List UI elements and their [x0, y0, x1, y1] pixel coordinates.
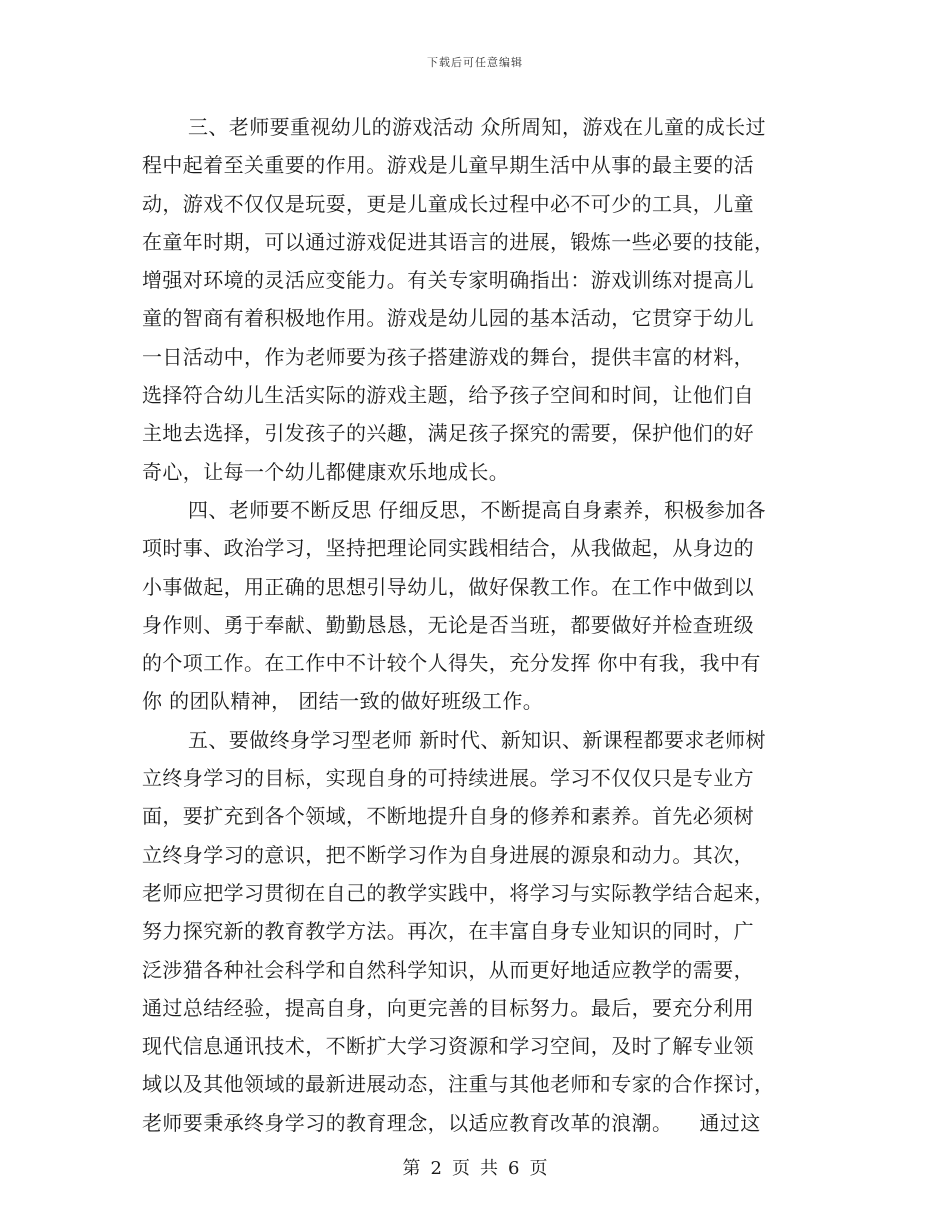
paragraph-line: 身作则、勇于奉献、勤勤恳恳，无论是否当班，都要做好并检查班级: [142, 612, 754, 637]
total-page-count: 6: [508, 1158, 520, 1179]
footer-page-word: 页: [452, 1158, 470, 1179]
paragraph-line: 增强对环境的灵活应变能力。有关专家明确指出：游戏训练对提高儿: [142, 268, 754, 293]
paragraph-line: 三、老师要重视幼儿的游戏活动 众所周知，游戏在儿童的成长过: [188, 115, 766, 139]
paragraph-line: 面，要扩充到各个领域，不断地提升自身的修养和素养。首先必须树: [142, 804, 754, 829]
paragraph-line: 你 的团队精神， 团结一致的做好班级工作。: [142, 689, 544, 714]
paragraph-line: 泛涉猎各种社会科学和自然科学知识，从而更好地适应教学的需要，: [142, 957, 754, 982]
paragraph-line: 立终身学习的意识，把不断学习作为自身进展的源泉和动力。其次，: [142, 842, 754, 867]
paragraph-line: 在童年时期，可以通过游戏促进其语言的进展，锻炼一些必要的技能，: [142, 229, 775, 254]
paragraph-line: 努力探究新的教育教学方法。再次，在丰富自身专业知识的同时，广: [142, 919, 754, 944]
paragraph-line: 的个项工作。在工作中不计较个人得失，充分发挥 你中有我，我中有: [142, 651, 761, 676]
footer-suffix: 页: [529, 1158, 548, 1179]
page-header: 下载后可任意编辑: [427, 56, 523, 69]
paragraph-line: 老师要秉承终身学习的教育理念，以适应教育改革的浪潮。 通过这: [142, 1110, 761, 1135]
paragraph-line: 通过总结经验，提高自身，向更完善的目标努力。最后，要充分利用: [142, 995, 754, 1020]
current-page-number: 2: [430, 1158, 442, 1179]
footer-prefix: 第: [402, 1158, 421, 1179]
paragraph-line: 小事做起，用正确的思想引导幼儿，做好保教工作。在工作中做到以: [142, 574, 754, 599]
document-body: [142, 108, 806, 1142]
paragraph-line: 立终身学习的目标，实现自身的可持续进展。学习不仅仅只是专业方: [142, 766, 754, 791]
paragraph-line: 主地去选择，引发孩子的兴趣，满足孩子探究的需要，保护他们的好: [142, 421, 754, 446]
paragraph-line: 选择符合幼儿生活实际的游戏主题，给予孩子空间和时间，让他们自: [142, 383, 754, 408]
footer-total-word: 共: [480, 1158, 498, 1179]
paragraph-line: 现代信息通讯技术，不断扩大学习资源和学习空间，及时了解专业领: [142, 1034, 754, 1059]
paragraph-line: 五、要做终身学习型老师 新时代、新知识、新课程都要求老师树: [188, 727, 766, 752]
paragraph-line: 动，游戏不仅仅是玩耍，更是儿童成长过程中必不可少的工具，儿童: [142, 191, 754, 216]
paragraph-line: 老师应把学习贯彻在自己的教学实践中，将学习与实际教学结合起来，: [142, 880, 775, 905]
paragraph-line: 项时事、政治学习，坚持把理论同实践相结合，从我做起，从身边的: [142, 536, 754, 561]
paragraph-line: 童的智商有着积极地作用。游戏是幼儿园的基本活动，它贯穿于幼儿: [142, 306, 754, 331]
paragraph-line: 奇心，让每一个幼儿都健康欢乐地成长。: [142, 459, 510, 484]
page-number-footer: [0, 1154, 950, 1180]
paragraph-line: 四、老师要不断反思 仔细反思，不断提高自身素养，积极参加各: [188, 497, 766, 522]
paragraph-line: 程中起着至关重要的作用。游戏是儿童早期生活中从事的最主要的活: [142, 153, 754, 178]
paragraph-line: 域以及其他领域的最新进展动态，注重与其他老师和专家的合作探讨，: [142, 1072, 775, 1097]
paragraph-line: 一日活动中，作为老师要为孩子搭建游戏的舞台，提供丰富的材料，: [142, 344, 754, 369]
